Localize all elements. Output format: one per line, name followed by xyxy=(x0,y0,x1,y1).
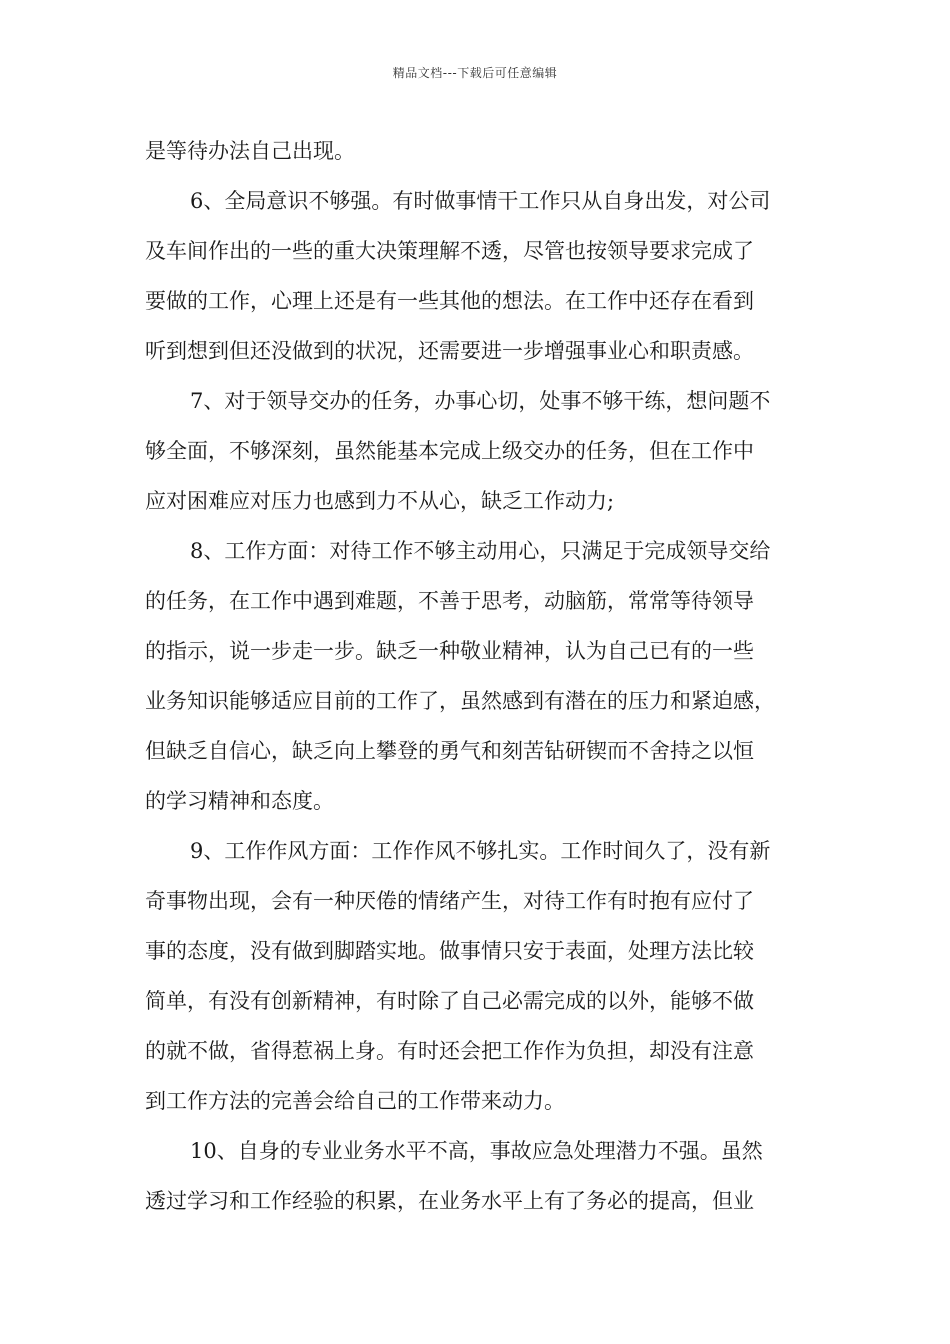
text-line: 要做的工作，心理上还是有一些其他的想法。在工作中还存在看到 xyxy=(145,289,754,313)
text-line: 透过学习和工作经验的积累，在业务水平上有了务必的提高，但业 xyxy=(145,1189,754,1213)
text-line: 的就不做，省得惹祸上身。有时还会把工作作为负担，却没有注意 xyxy=(145,1039,754,1063)
text-line: 到工作方法的完善会给自己的工作带来动力。 xyxy=(145,1089,565,1113)
text-line: 奇事物出现，会有一种厌倦的情绪产生，对待工作有时抱有应付了 xyxy=(145,889,754,913)
text-line: 简单，有没有创新精神，有时除了自己必需完成的以外，能够不做 xyxy=(145,989,754,1013)
paragraph-start-line: 10、自身的专业业务水平不高，事故应急处理潜力不强。虽然 xyxy=(190,1139,763,1163)
text-line: 及车间作出的一些的重大决策理解不透，尽管也按领导要求完成了 xyxy=(145,239,754,263)
paragraph-start-line: 6、全局意识不够强。有时做事情干工作只从自身出发，对公司 xyxy=(190,189,771,213)
text-line: 够全面，不够深刻，虽然能基本完成上级交办的任务，但在工作中 xyxy=(145,439,754,463)
paragraph-start-line: 9、工作作风方面：工作作风不够扎实。工作时间久了，没有新 xyxy=(190,839,771,863)
text-line: 业务知识能够适应目前的工作了，虽然感到有潜在的压力和紧迫感， xyxy=(145,689,775,713)
text-line: 听到想到但还没做到的状况，还需要进一步增强事业心和职责感。 xyxy=(145,339,754,363)
text-line: 应对困难应对压力也感到力不从心，缺乏工作动力; xyxy=(145,489,615,513)
document-body xyxy=(145,126,827,1226)
page-header: 精品文档---下载后可任意编辑 xyxy=(392,66,558,80)
text-line: 的任务，在工作中遇到难题，不善于思考，动脑筋，常常等待领导 xyxy=(145,589,754,613)
text-line: 是等待办法自己出现。 xyxy=(145,139,355,163)
text-line: 的学习精神和态度。 xyxy=(145,789,334,813)
text-line: 的指示，说一步走一步。缺乏一种敬业精神，认为自己已有的一些 xyxy=(145,639,754,663)
paragraph-start-line: 7、对于领导交办的任务，办事心切，处事不够干练，想问题不 xyxy=(190,389,771,413)
paragraph-start-line: 8、工作方面：对待工作不够主动用心，只满足于完成领导交给 xyxy=(190,539,771,563)
text-line: 事的态度，没有做到脚踏实地。做事情只安于表面，处理方法比较 xyxy=(145,939,754,963)
text-line: 但缺乏自信心，缺乏向上攀登的勇气和刻苦钻研锲而不舍持之以恒 xyxy=(145,739,754,763)
